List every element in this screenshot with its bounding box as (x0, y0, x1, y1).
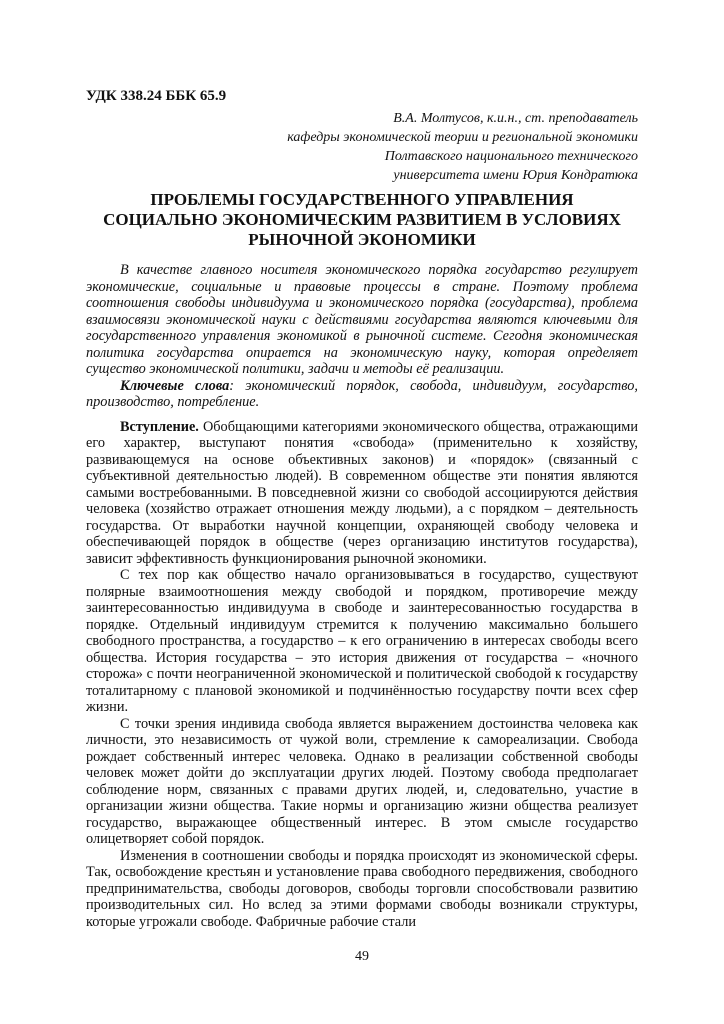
intro-label: Вступление. (120, 418, 199, 435)
author-line: Полтавского национального технического (384, 149, 638, 164)
udk-code: УДК 338.24 ББК 65.9 (86, 88, 227, 104)
title-line: ПРОБЛЕМЫ ГОСУДАРСТВЕННОГО УПРАВЛЕНИЯ (150, 190, 574, 209)
title-line: РЫНОЧНОЙ ЭКОНОМИКИ (248, 230, 476, 249)
keywords-label: Ключевые слова (120, 377, 230, 394)
page-number: 49 (355, 949, 369, 964)
body-paragraph: С точки зрения индивида свобода является выражением достоинства человека как личности, это независимость от чужой воли, стремление к самореализации. Свобода рождает собственный интерес человека. Однако в реализации собственной свободы человек может дойти до эксплуатации других людей. Поэтому свобода предполагает соблюдение норм, связанных с правами других людей, и, следовательно, участие в организации жизни общества. Такие нормы и организацию жизни общества реализует государство, выражающее общественный интерес. В этом смысле государство олицетворяет собой порядок. (86, 715, 638, 847)
author-line: университета имени Юрия Кондратюка (393, 168, 638, 183)
keywords-text: : экономический порядок, свобода, индивидуум, государство, производство, потребление. (86, 377, 638, 410)
article-body (86, 262, 638, 930)
intro-paragraph (86, 419, 638, 568)
keywords (86, 378, 638, 411)
intro-text: Обобщающими категориями экономического общества, отражающими его характер, выступают понятия «свобода» (применительно к хозяйству, развивающемуся на основе объективных законов) и «порядок» (связанный с субъективной деятельностью людей). В современном обществе эти понятия являются самыми востребованными. В повседневной жизни со свободой ассоциируются действия человека (хозяйство отражает отношения между людьми), а с порядком – деятельность государства. От выработки научной концепции, охраняющей свободу человека и обеспечивающей порядок в обществе (через организацию институтов государства), зависит эффективность функционирования рыночной экономики. (86, 418, 638, 567)
title-line: СОЦИАЛЬНО ЭКОНОМИЧЕСКИМ РАЗВИТИЕМ В УСЛОВИЯХ (103, 210, 621, 229)
article-title (86, 190, 638, 250)
abstract: В качестве главного носителя экономического порядка государство регулирует экономические, социальные и правовые процессы в стране. Поэтому проблема соотношения свободы индивидуума и экономического порядка (государства), проблема взаимосвязи экономической науки с действиями государства являются ключевыми для государственного управления экономикой в рыночной системе. Сегодня экономическая политика государства опирается на экономическую науку, которая определяет существо экономической политики, задачи и методы её реализации. (86, 262, 638, 377)
author-block (250, 109, 638, 185)
author-line: В.А. Молтусов, к.и.н., ст. преподаватель (393, 111, 638, 126)
body-paragraph: С тех пор как общество начало организовываться в государство, существуют полярные взаимоотношения между свободой и порядком, противоречие между заинтересованностью индивидуума в свободе и заинтересованностью государства в порядке. Отдельный индивидуум стремится к получению максимально большего свободного пространства, а государство – к его ограничению в интересах свободы всего общества. История государства – это история движения от государства – «ночного сторожа» с почти неограниченной экономической и политической свободой к государству тоталитарному с плановой экономикой и подчинённостью государству почти всех сфер жизни. (86, 567, 638, 715)
author-line: кафедры экономической теории и региональной экономики (287, 130, 638, 145)
body-paragraph: Изменения в соотношении свободы и порядка происходят из экономической сферы. Так, освобождение крестьян и установление права свободного передвижения, свободного предпринимательства, свободы договоров, свободы торговли способствовали развитию производительных сил. Но вслед за этими формами свободы возникали структуры, которые угрожали свободе. Фабричные рабочие стали (86, 847, 638, 930)
